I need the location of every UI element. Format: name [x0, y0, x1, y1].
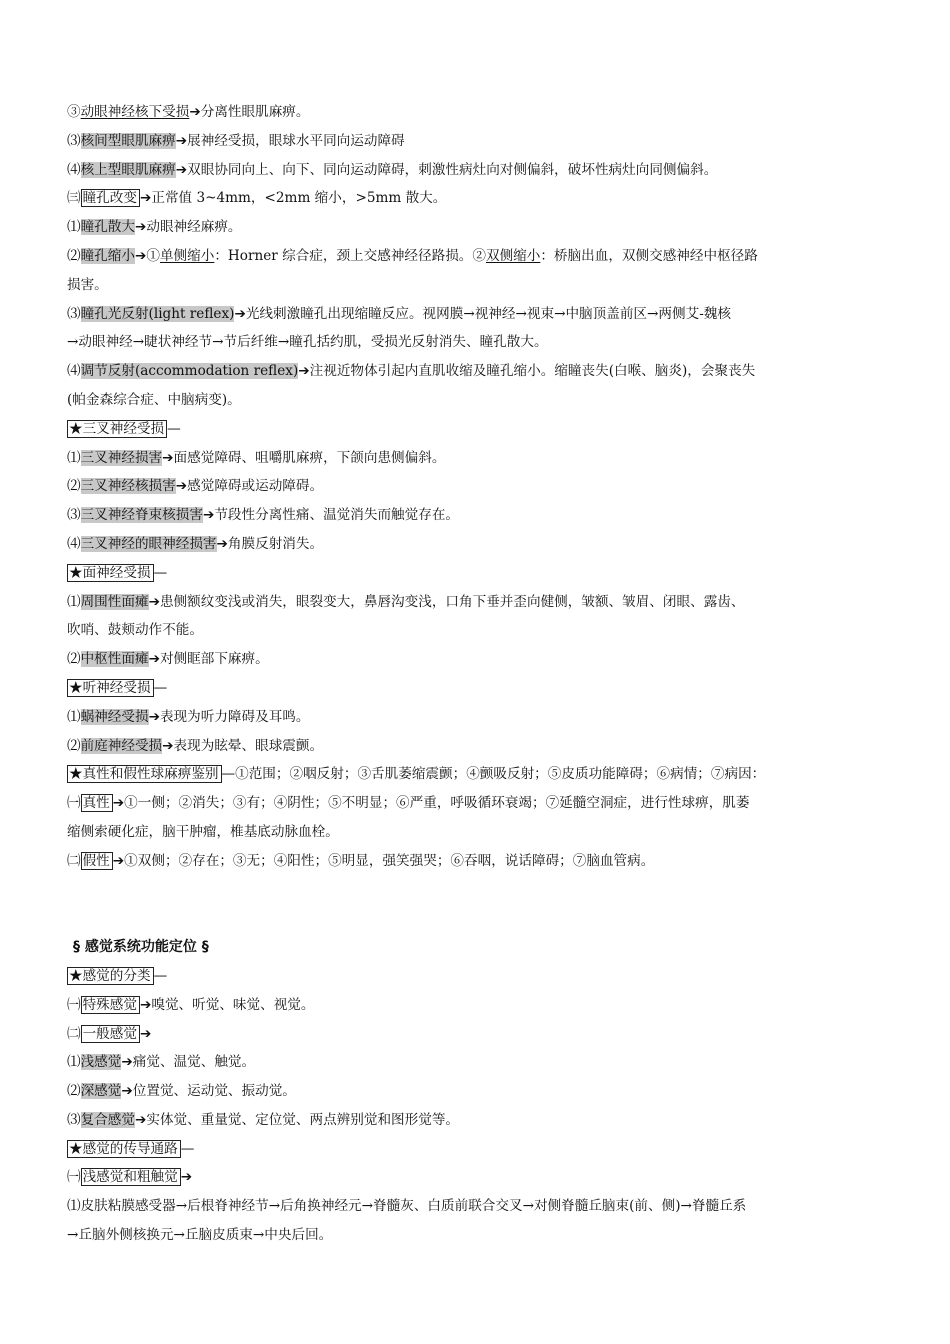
highlighted-term: 核上型眼肌麻痹: [80, 161, 176, 178]
text-run: 损害。: [67, 276, 108, 293]
text-line: [67, 1135, 887, 1164]
arrow-icon: ➔: [162, 449, 174, 466]
text-line: [67, 415, 887, 444]
highlighted-term: 三叉神经脊束核损害: [80, 507, 203, 524]
text-line: [67, 962, 887, 991]
text-run: ③: [67, 104, 81, 120]
text-run: 位置觉、运动觉、振动觉。: [132, 1083, 296, 1100]
text-line: [67, 444, 887, 473]
boxed-heading: 特殊感觉: [81, 996, 140, 1014]
text-run: —: [180, 1140, 195, 1157]
text-run: 分离性眼肌麻痹。: [200, 104, 310, 120]
highlighted-term: 瞳孔散大: [80, 219, 135, 236]
highlighted-term: 三叉神经损害: [80, 449, 163, 466]
text-line: [67, 847, 887, 876]
arrow-icon: ➔: [112, 852, 125, 869]
text-line: [67, 674, 887, 703]
text-run: 吹哨、鼓颊动作不能。: [67, 622, 203, 639]
text-run: ⑵: [67, 651, 81, 668]
arrow-icon: ➔: [134, 219, 147, 236]
text-line: [67, 703, 887, 732]
text-line: [67, 1221, 887, 1250]
text-run: ⑴: [67, 593, 81, 610]
text-run: —: [153, 679, 168, 696]
text-line: [67, 760, 887, 789]
text-line: [67, 1192, 887, 1221]
highlighted-term: 蜗神经受损: [80, 708, 149, 725]
text-run: 患侧额纹变浅或消失，眼裂变大，鼻唇沟变浅，口角下垂并歪向健侧，皱额、皱眉、闭眼、露齿、: [159, 593, 745, 610]
text-run: 面感觉障碍、咀嚼肌麻痹，下颌向患侧偏斜。: [173, 449, 446, 466]
text-run: 表现为眩晕、眼球震颤。: [173, 737, 324, 754]
arrow-icon: ➔: [134, 247, 147, 264]
document-page: [67, 98, 887, 1250]
arrow-icon: ➔: [189, 104, 201, 120]
text-line: [67, 328, 887, 357]
text-line: [67, 559, 887, 588]
boxed-heading: 一般感觉: [81, 1025, 140, 1043]
arrow-icon: ➔: [202, 507, 215, 524]
text-run: —: [153, 564, 168, 581]
text-run: 节段性分离性痛、温觉消失而触觉存在。: [214, 507, 460, 524]
text-run: 动眼神经麻痹。: [146, 219, 242, 236]
text-run: —: [167, 420, 181, 437]
highlighted-term: 核间型眼肌麻痹: [80, 132, 176, 149]
highlighted-term: 前庭神经受损: [80, 737, 163, 754]
text-run: ㈠: [67, 1169, 81, 1186]
text-line: [67, 1163, 887, 1192]
text-run: 对侧眶部下麻痹。: [159, 651, 269, 668]
blank-line: [67, 904, 887, 933]
text-run: ㈠: [67, 795, 81, 812]
text-run: ⑵: [67, 1083, 81, 1100]
text-run: ㈡: [67, 852, 81, 869]
highlighted-term: 瞳孔光反射(light reflex): [80, 305, 235, 322]
text-line: [67, 213, 887, 242]
text-run: ⑴: [67, 708, 81, 725]
text-line: [67, 616, 887, 645]
boxed-heading: ★面神经受损: [67, 564, 154, 582]
arrow-icon: ➔: [139, 996, 152, 1013]
text-run: (帕金森综合症、中脑病变)。: [67, 391, 241, 408]
text-run: 展神经受损，眼球水平同向运动障碍: [187, 132, 405, 149]
underlined-term: 双侧缩小: [485, 247, 541, 264]
text-line: [67, 789, 887, 818]
arrow-icon: ➔: [148, 708, 160, 725]
arrow-icon: ➔: [134, 1111, 147, 1128]
text-run: ⑵: [67, 478, 81, 495]
arrow-icon: ➔: [298, 363, 310, 380]
highlighted-term: 调节反射(accommodation reflex): [80, 363, 299, 380]
text-run: 表现为听力障碍及耳鸣。: [159, 708, 310, 725]
text-run: ⑶: [67, 507, 81, 524]
arrow-icon: ➔: [148, 651, 160, 668]
text-run: 缩侧索硬化症，脑干肿瘤，椎基底动脉血栓。: [67, 823, 339, 840]
underlined-term: 单侧缩小: [159, 247, 215, 264]
text-run: ㈠: [67, 996, 81, 1013]
blank-line: [67, 876, 887, 905]
text-run: 光线刺激瞳孔出现缩瞳反应。视网膜→视神经→视束→中脑顶盖前区→两侧艾-魏核: [245, 305, 731, 322]
text-run: ①双侧；②存在；③无；④阳性；⑤明显，强笑强哭；⑥吞咽，说话障碍；⑦脑血管病。: [124, 852, 655, 869]
text-run: ⑴: [67, 219, 81, 236]
text-line: [67, 300, 887, 329]
text-run: 实体觉、重量觉、定位觉、两点辨别觉和图形觉等。: [146, 1111, 460, 1128]
text-line: [67, 271, 887, 300]
text-run: 角膜反射消失。: [227, 535, 324, 552]
boxed-heading: ★感觉的分类: [67, 967, 154, 985]
arrow-icon: ➔: [121, 1054, 133, 1071]
arrow-icon: ➔: [175, 478, 188, 495]
text-run: →动眼神经→睫状神经节→节后纤维→瞳孔括约肌，受损光反射消失、瞳孔散大。: [67, 334, 548, 351]
text-run: 嗅觉、听觉、味觉、视觉。: [151, 996, 315, 1013]
text-run: ⑴皮肤粘膜感受器→后根脊神经节→后角换神经元→脊髓灰、白质前联合交叉→对侧脊髓丘脑束(前、侧)→脊髓丘系: [67, 1198, 747, 1215]
text-run: ㈢: [67, 190, 81, 207]
text-run: ⑷: [67, 161, 81, 178]
highlighted-term: 深感觉: [80, 1083, 122, 1100]
arrow-icon: ➔: [175, 132, 188, 149]
text-line: [67, 127, 887, 156]
text-run: —: [153, 967, 168, 984]
text-line: [67, 818, 887, 847]
boxed-heading: ★真性和假性球麻痹鉴别: [67, 765, 222, 783]
text-run: →丘脑外侧核换元→丘脑皮质束→中央后回。: [67, 1227, 333, 1244]
text-run: ㈡: [67, 1025, 81, 1042]
text-run: ⑷: [67, 535, 81, 552]
text-line: [67, 156, 887, 185]
highlighted-term: 中枢性面瘫: [80, 651, 149, 668]
text-run: —①范围；②咽反射；③舌肌萎缩震颤；④颤吸反射；⑤皮质功能障碍；⑥病情；⑦病因：: [221, 766, 766, 783]
boxed-heading: 假性: [81, 852, 113, 870]
text-line: [67, 732, 887, 761]
highlighted-term: 三叉神经核损害: [80, 478, 176, 495]
arrow-icon: ➔: [162, 737, 174, 754]
boxed-heading: 浅感觉和粗触觉: [81, 1168, 181, 1186]
text-run: § 感觉系统功能定位 §: [73, 939, 209, 956]
arrow-icon: ➔: [175, 161, 188, 178]
text-run: 正常值 3~4mm，<2mm 缩小，>5mm 散大。: [151, 190, 447, 207]
text-run: ⑴: [67, 449, 81, 466]
boxed-heading: ★感觉的传导通路: [67, 1140, 181, 1158]
text-line: [67, 1020, 887, 1049]
arrow-icon: ➔: [112, 795, 125, 812]
text-line: [67, 357, 887, 386]
highlighted-term: 浅感觉: [80, 1054, 122, 1071]
highlighted-term: 复合感觉: [80, 1111, 135, 1128]
text-line: [67, 1077, 887, 1106]
text-run: ：桥脑出血，双侧交感神经中枢径路: [540, 247, 758, 264]
text-line: [67, 472, 887, 501]
boxed-heading: 真性: [81, 794, 113, 812]
text-line: [67, 98, 887, 127]
arrow-icon: ➔: [139, 190, 152, 207]
boxed-heading: ★听神经受损: [67, 679, 154, 697]
text-line: [67, 991, 887, 1020]
text-run: 注视近物体引起内直肌收缩及瞳孔缩小。缩瞳丧失(白喉、脑炎)，会聚丧失: [309, 363, 756, 380]
arrow-icon: ➔: [216, 535, 228, 552]
arrow-icon: ➔: [234, 305, 246, 322]
text-run: 痛觉、温觉、触觉。: [132, 1054, 256, 1071]
text-run: ：Horner 综合症，颈上交感神经径路损。②: [214, 247, 486, 264]
text-run: ⑶: [67, 132, 81, 149]
arrow-icon: ➔: [121, 1083, 133, 1100]
text-run: ⑵: [67, 737, 81, 754]
highlighted-term: 三叉神经的眼神经损害: [80, 535, 217, 552]
text-line: [67, 588, 887, 617]
text-run: ①一侧；②消失；③有；④阴性；⑤不明显；⑥严重，呼吸循环衰竭；⑦延髓空洞症，进行性球痹，肌萎: [124, 795, 750, 812]
text-run: 双眼协同向上、向下、同向运动障碍，刺激性病灶向对侧偏斜，破坏性病灶向同侧偏斜。: [187, 161, 718, 178]
text-run: ⑷: [67, 363, 81, 380]
text-line: [67, 242, 887, 271]
highlighted-term: 瞳孔缩小: [80, 247, 135, 264]
arrow-icon: ➔: [180, 1169, 193, 1186]
text-run: ⑶: [67, 1111, 81, 1128]
section-heading: [67, 933, 887, 962]
text-run: ⑴: [67, 1054, 81, 1071]
text-line: [67, 184, 887, 213]
boxed-heading: 瞳孔改变: [81, 189, 140, 207]
text-run: ①: [146, 247, 160, 264]
text-line: [67, 1106, 887, 1135]
text-run: ⑵: [67, 247, 81, 264]
text-line: [67, 501, 887, 530]
text-run: 感觉障碍或运动障碍。: [187, 478, 324, 495]
text-run: ⑶: [67, 305, 81, 322]
underlined-term: 动眼神经核下受损: [80, 104, 190, 120]
boxed-heading: ★三叉神经受损: [67, 420, 167, 438]
text-line: [67, 1048, 887, 1077]
highlighted-term: 周围性面瘫: [80, 593, 149, 610]
arrow-icon: ➔: [148, 593, 160, 610]
text-line: [67, 645, 887, 674]
arrow-icon: ➔: [139, 1025, 152, 1042]
text-line: [67, 386, 887, 415]
text-line: [67, 530, 887, 559]
